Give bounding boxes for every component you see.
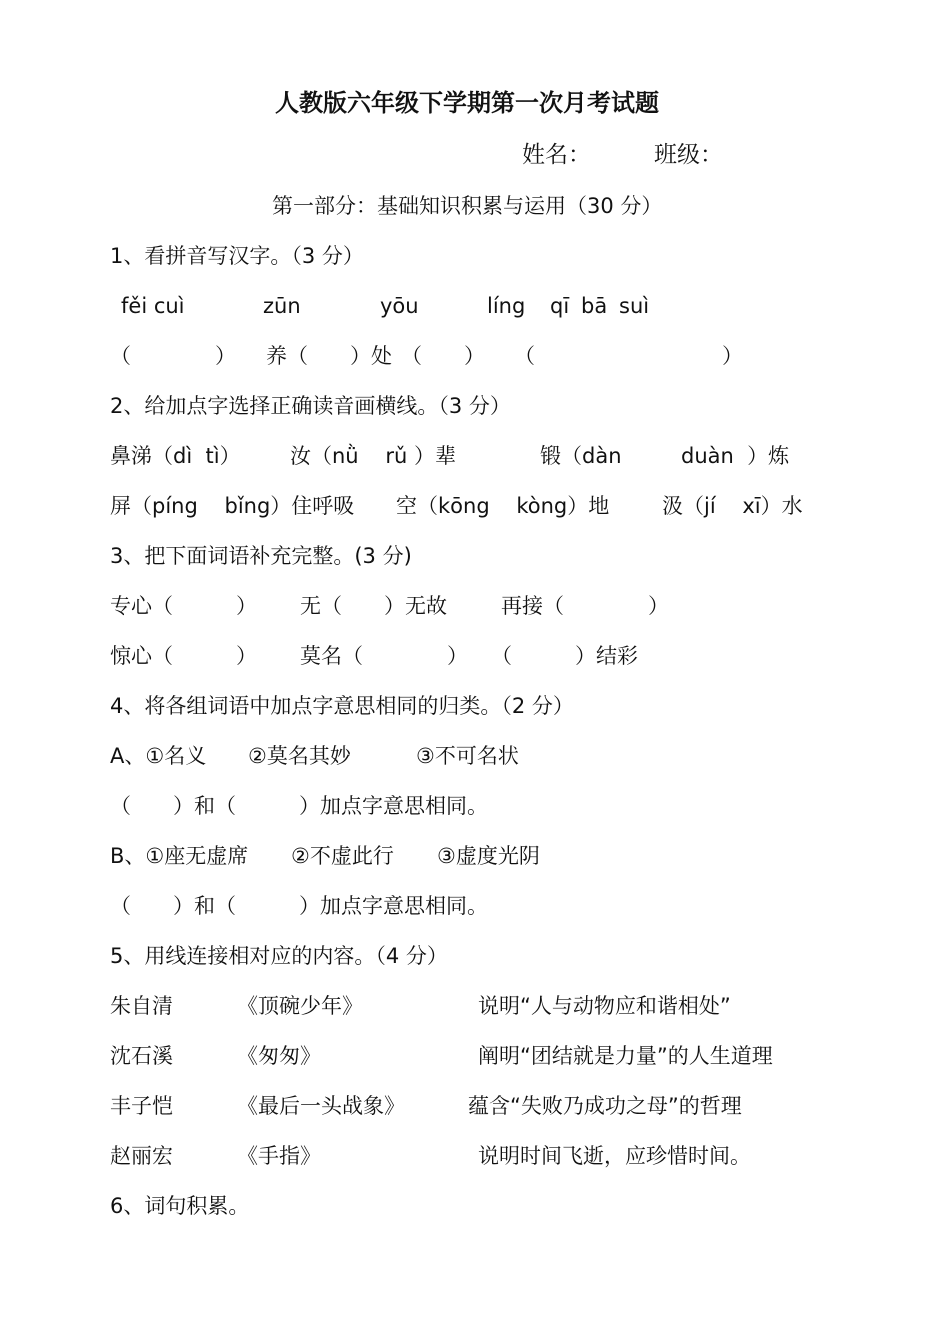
group-b-answer[interactable]: （ ）和（ ）加点字意思相同。 [110, 894, 488, 918]
author-name: 赵丽宏 [110, 1144, 173, 1168]
answer-blank[interactable]: 养（ ）处 [266, 344, 392, 368]
answer-blank[interactable]: （ ） [401, 344, 485, 368]
pinyin-zun: zūn [263, 294, 301, 318]
class-label: 班级： [654, 142, 723, 168]
group-a-item: A、①名义 [110, 744, 207, 768]
choice-item: 汲（jí xī）水 [662, 494, 803, 518]
choice-item: 鼻涕（dì tì） [110, 444, 241, 468]
author-name: 丰子恺 [110, 1094, 173, 1118]
choice-item: 空（kōng kòng）地 [396, 494, 610, 518]
choice-item: 锻（dàn [540, 444, 622, 468]
group-b-item: ②不虚此行 [291, 844, 394, 868]
work-title: 《匆匆》 [237, 1044, 321, 1068]
idiom-blank[interactable]: 莫名（ ） [300, 644, 468, 668]
pinyin-sui: suì [619, 294, 650, 318]
question-1-title: 1、看拼音写汉字。（3 分） [110, 244, 364, 268]
idiom-blank[interactable]: 无（ ）无故 [300, 594, 447, 618]
pinyin-ling: líng [487, 294, 526, 318]
work-title: 《手指》 [237, 1144, 321, 1168]
group-b-item: B、①座无虚席 [110, 844, 249, 868]
work-meaning: 说明“人与动物应和谐相处” [478, 994, 731, 1018]
work-meaning: 说明时间飞逝，应珍惜时间。 [478, 1144, 751, 1168]
idiom-blank[interactable]: 专心（ ） [110, 594, 257, 618]
answer-blank[interactable]: （ ） [110, 344, 236, 368]
question-4-title: 4、将各组词语中加点字意思相同的归类。（2 分） [110, 694, 574, 718]
part-heading: 第一部分：基础知识积累与运用（30 分） [272, 194, 663, 218]
work-meaning: 蕴含“失败乃成功之母”的哲理 [468, 1094, 742, 1118]
work-title: 《最后一头战象》 [237, 1094, 405, 1118]
answer-blank[interactable]: （ [514, 344, 535, 368]
work-meaning: 阐明“团结就是力量”的人生道理 [478, 1044, 773, 1068]
pinyin-feicui: fěi cuì [121, 294, 185, 318]
choice-item: duàn ）炼 [681, 444, 790, 468]
pinyin-ba: bā [581, 294, 608, 318]
question-6-title: 6、词句积累。 [110, 1194, 250, 1218]
group-b-item: ③虚度光阴 [437, 844, 540, 868]
author-name: 朱自清 [110, 994, 173, 1018]
question-5-title: 5、用线连接相对应的内容。（4 分） [110, 944, 448, 968]
author-name: 沈石溪 [110, 1044, 173, 1068]
question-2-title: 2、给加点字选择正确读音画横线。（3 分） [110, 394, 511, 418]
idiom-blank[interactable]: （ ）结彩 [491, 644, 638, 668]
choice-item: 汝（nǜ rǔ ）辈 [290, 444, 456, 468]
question-3-title: 3、把下面词语补充完整。(3 分) [110, 544, 412, 568]
pinyin-you: yōu [380, 294, 419, 318]
answer-blank[interactable]: ） [722, 344, 743, 368]
page-title: 人教版六年级下学期第一次月考试题 [275, 89, 659, 117]
group-a-answer[interactable]: （ ）和（ ）加点字意思相同。 [110, 794, 488, 818]
choice-item: 屏（píng bǐng）住呼吸 [110, 494, 355, 518]
pinyin-qi: qī [550, 294, 570, 318]
group-a-item: ②莫名其妙 [248, 744, 351, 768]
idiom-blank[interactable]: 惊心（ ） [110, 644, 257, 668]
group-a-item: ③不可名状 [416, 744, 519, 768]
name-label: 姓名： [522, 142, 591, 168]
work-title: 《顶碗少年》 [237, 994, 363, 1018]
idiom-blank[interactable]: 再接（ ） [501, 594, 669, 618]
